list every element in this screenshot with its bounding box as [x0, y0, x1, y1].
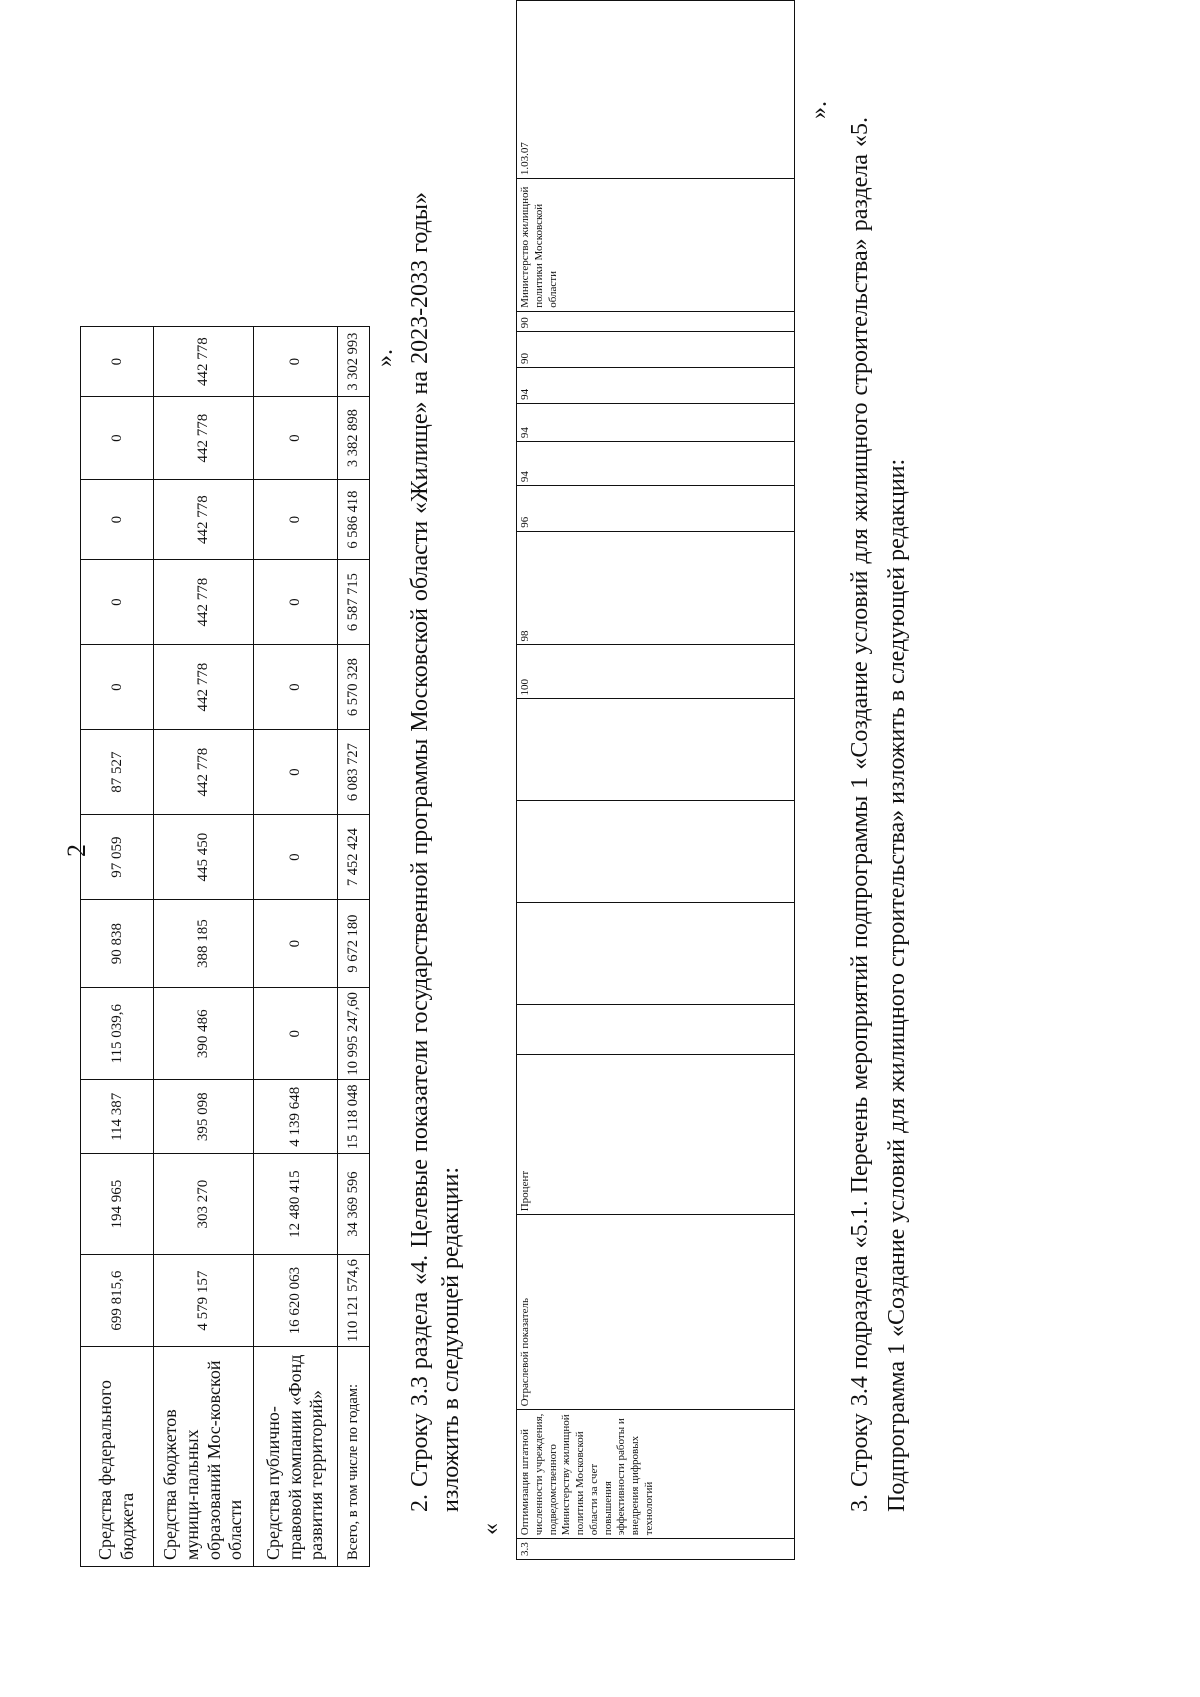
finance-cell: 6 083 727 — [338, 730, 370, 815]
finance-cell: 390 486 — [154, 988, 254, 1080]
finance-cell: 395 098 — [154, 1080, 254, 1154]
finance-cell: 10 995 247,60 — [338, 988, 370, 1080]
finance-cell: 34 369 596 — [338, 1154, 370, 1255]
indicator-code: 1.03.07 — [517, 1, 795, 179]
indicator-unit: Процент — [517, 1055, 795, 1215]
closing-quote-1: ». — [372, 349, 398, 367]
finance-cell: 15 118 048 — [338, 1080, 370, 1154]
paragraph-2: 2. Строку 3.3 раздела «4. Целевые показатели государственной программы Московской области «Жилище» на 2023-2033 годы» изложить в следующей редакции: — [407, 192, 465, 1512]
finance-cell: 97 059 — [81, 815, 154, 900]
finance-cell: 6 587 715 — [338, 560, 370, 645]
finance-cell: 0 — [254, 730, 338, 815]
indicator-value — [517, 1004, 795, 1055]
finance-cell: 16 620 063 — [254, 1255, 338, 1347]
finance-cell: 0 — [254, 397, 338, 480]
finance-cell: 699 815,6 — [81, 1255, 154, 1347]
finance-cell: 90 838 — [81, 900, 154, 988]
finance-cell: 445 450 — [154, 815, 254, 900]
finance-cell: 110 121 574,6 — [338, 1255, 370, 1347]
finance-row-label: Средства федерального бюджета — [81, 1347, 154, 1567]
finance-cell: 6 570 328 — [338, 645, 370, 730]
indicator-table — [516, 0, 795, 1560]
indicator-value: 94 — [517, 368, 795, 404]
finance-cell: 442 778 — [154, 730, 254, 815]
finance-cell: 442 778 — [154, 327, 254, 397]
finance-cell: 303 270 — [154, 1154, 254, 1255]
indicator-type: Отраслевой показатель — [517, 1215, 795, 1410]
indicator-value: 90 — [517, 311, 795, 331]
finance-cell: 12 480 415 — [254, 1154, 338, 1255]
indicator-value — [517, 800, 795, 903]
finance-cell: 0 — [81, 397, 154, 480]
finance-cell: 0 — [254, 815, 338, 900]
finance-table — [80, 326, 370, 1567]
indicator-number: 3.3 — [517, 1539, 795, 1560]
finance-row-label: Средства бюджетов муници-пальных образований Мос-ковской области — [154, 1347, 254, 1567]
finance-cell: 442 778 — [154, 560, 254, 645]
indicator-value: 90 — [517, 332, 795, 368]
finance-cell: 0 — [81, 327, 154, 397]
finance-row — [338, 327, 370, 1567]
indicator-value: 96 — [517, 486, 795, 532]
finance-cell: 4 139 648 — [254, 1080, 338, 1154]
finance-cell: 0 — [254, 645, 338, 730]
opening-quote-2: « — [478, 1523, 504, 1535]
finance-cell: 114 387 — [81, 1080, 154, 1154]
indicator-value: 98 — [517, 531, 795, 645]
finance-cell: 3 382 898 — [338, 397, 370, 480]
page-number: 2 — [62, 844, 91, 857]
finance-cell: 0 — [81, 645, 154, 730]
indicator-value — [517, 903, 795, 1004]
finance-row — [254, 327, 338, 1567]
finance-cell: 194 965 — [81, 1154, 154, 1255]
finance-cell: 0 — [254, 327, 338, 397]
closing-quote-2: ». — [806, 101, 832, 119]
finance-cell: 442 778 — [154, 397, 254, 480]
finance-cell: 87 527 — [81, 730, 154, 815]
finance-row-label: Средства публично-правовой компании «Фонд развития территорий» — [254, 1347, 338, 1567]
indicator-value: 100 — [517, 645, 795, 699]
finance-cell: 0 — [254, 480, 338, 560]
finance-cell: 9 672 180 — [338, 900, 370, 988]
paragraph-3: 3. Строку 3.4 подраздела «5.1. Перечень мероприятий подпрограммы 1 «Создание условий для жилищного строительства» раздела «5. Подпрограмма 1 «Создание условий для жилищного строительства» изложить в следующей редакции: — [847, 117, 911, 1512]
indicator-responsible: Министерство жилищной политики Московской области — [517, 179, 795, 312]
finance-cell: 6 586 418 — [338, 480, 370, 560]
finance-cell: 3 302 993 — [338, 327, 370, 397]
finance-cell: 0 — [254, 900, 338, 988]
finance-row — [81, 327, 154, 1567]
finance-row — [154, 327, 254, 1567]
finance-cell: 388 185 — [154, 900, 254, 988]
finance-cell: 0 — [81, 480, 154, 560]
finance-cell: 7 452 424 — [338, 815, 370, 900]
finance-cell: 115 039,6 — [81, 988, 154, 1080]
indicator-value: 94 — [517, 403, 795, 441]
finance-cell: 4 579 157 — [154, 1255, 254, 1347]
indicator-value: 94 — [517, 442, 795, 486]
finance-cell: 0 — [254, 988, 338, 1080]
indicator-value — [517, 699, 795, 800]
finance-row-label: Всего, в том числе по годам: — [338, 1347, 370, 1567]
finance-cell: 0 — [254, 560, 338, 645]
finance-cell: 442 778 — [154, 645, 254, 730]
finance-cell: 442 778 — [154, 480, 254, 560]
indicator-name: Оптимизация штатной численности учреждения, подведомственного Министерству жилищной политики Московской области за счет повышения эффективности работы и внедрения цифровых технологий — [517, 1410, 795, 1539]
finance-cell: 0 — [81, 560, 154, 645]
